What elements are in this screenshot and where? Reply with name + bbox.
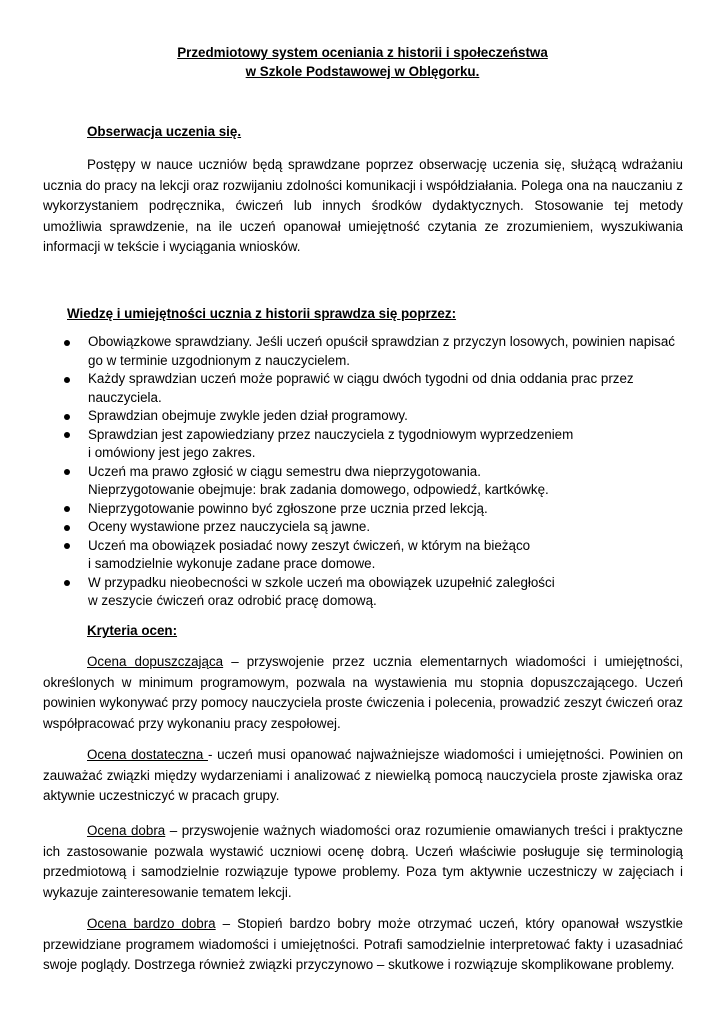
bullet-icon [64,340,70,346]
grade-name: Ocena dostateczna [87,747,208,762]
list-item: Uczeń ma prawo zgłosić w ciągu semestru dwa nieprzygotowania. Nieprzygotowanie obejmuje: brak zadania domowego, odpowiedź, kartkówkę. [62,463,682,500]
grade-paragraph [43,821,683,903]
bullet-icon [64,543,70,549]
knowledge-heading: Wiedzę i umiejętności ucznia z historii sprawdza się poprzez: [67,306,457,321]
grade-description: - uczeń musi opanować najważniejsze wiadomości i umiejętności. Powinien on zauważać związki między wydarzeniami i analizować z niewielką pomocą nauczyciela proste zjawiska oraz aktywnie uczestniczyć w pracach grupy. [43,747,684,804]
bullet-icon [64,469,70,475]
grade-description: – przyswojenie przez ucznia elementarnych wiadomości i umiejętności, określonych w minimum programowym, pozwala na wystawienia mu stopnia dopuszczającego. Uczeń powinien wykonywać przy pomocy nauczyciela proste ćwiczenia i polecenia, prowadzić zeszyt ćwiczeń oraz współpracować przy wykonaniu pracy zespołowej. [43,654,683,731]
bullet-icon [64,525,70,531]
list-item: Każdy sprawdzian uczeń może poprawić w ciągu dwóch tygodni od dnia oddania prac przez nauczyciela. [62,370,682,407]
bullet-icon [64,506,70,512]
list-item: Nieprzygotowanie powinno być zgłoszone prze ucznia przed lekcją. [62,500,682,519]
observation-text: Postępy w nauce uczniów będą sprawdzane poprzez obserwację uczenia się, służącą wdrażaniu ucznia do pracy na lekcji oraz rozwijaniu zdolności komunikacji i współdziałania. Polega ona na nauczaniu z wykorzystaniem podręcznika, ćwiczeń lub innych środków dydaktycznych. Stosowanie tej metody umożliwia sprawdzenie, na ile uczeń opanował umiejętność czytania ze zrozumieniem, wyszukiwania informacji w tekście i wyciągania wniosków. [43,157,683,255]
grade-name: Ocena dobra [87,823,166,838]
grade-paragraph [43,652,683,734]
observation-paragraph [43,155,683,258]
grade-paragraph [43,914,683,976]
bullet-icon [64,580,70,586]
grade-description: – Stopień bardzo bobry może otrzymać uczeń, który opanował wszystkie przewidziane programem wiadomości i umiejętności. Potrafi samodzielnie interpretować fakty i uzasadniać swoje poglądy. Dostrzega również związki przyczynowo – skutkowe i rozwiązuje skomplikowane problemy. [43,916,684,973]
grade-paragraph [43,745,683,807]
document-title-line-1: Przedmiotowy system oceniania z historii i społeczeństwa [177,45,548,60]
grade-name: Ocena dopuszczająca [87,654,224,669]
list-item: Oceny wystawione przez nauczyciela są jawne. [62,518,682,537]
list-item: Obowiązkowe sprawdziany. Jeśli uczeń opuścił sprawdzian z przyczyn losowych, powinien napisać go w terminie uzgodnionym z nauczycielem. [62,333,682,370]
observation-heading: Obserwacja uczenia się. [87,124,242,139]
document-title-line-2: w Szkole Podstawowej w Oblęgorku. [245,64,480,79]
bullet-icon [64,414,70,420]
bullet-icon [64,377,70,383]
grade-name: Ocena bardzo dobra [87,916,216,931]
list-item: Sprawdzian obejmuje zwykle jeden dział programowy. [62,407,682,426]
bullet-icon [64,432,70,438]
list-item: W przypadku nieobecności w szkole uczeń ma obowiązek uzupełnić zaległości w zeszycie ćwiczeń oraz odrobić pracę domową. [62,574,682,611]
grade-description: – przyswojenie ważnych wiadomości oraz rozumienie omawianych treści i praktyczne ich zastosowanie pozwala wystawić uczniowi ocenę dobrą. Uczeń właściwie posługuje się terminologią przedmiotową i samodzielnie rozwiązuje typowe problemy. Poza tym aktywnie uczestniczy w zajęciach i wykazuje zainteresowanie tematem lekcji. [43,823,684,900]
list-item: Uczeń ma obowiązek posiadać nowy zeszyt ćwiczeń, w którym na bieżąco i samodzielnie wykonuje zadane prace domowe. [62,537,682,574]
knowledge-list [62,333,682,611]
list-item: Sprawdzian jest zapowiedziany przez nauczyciela z tygodniowym wyprzedzeniem i omówiony jest jego zakres. [62,426,682,463]
criteria-heading: Kryteria ocen: [87,623,178,638]
